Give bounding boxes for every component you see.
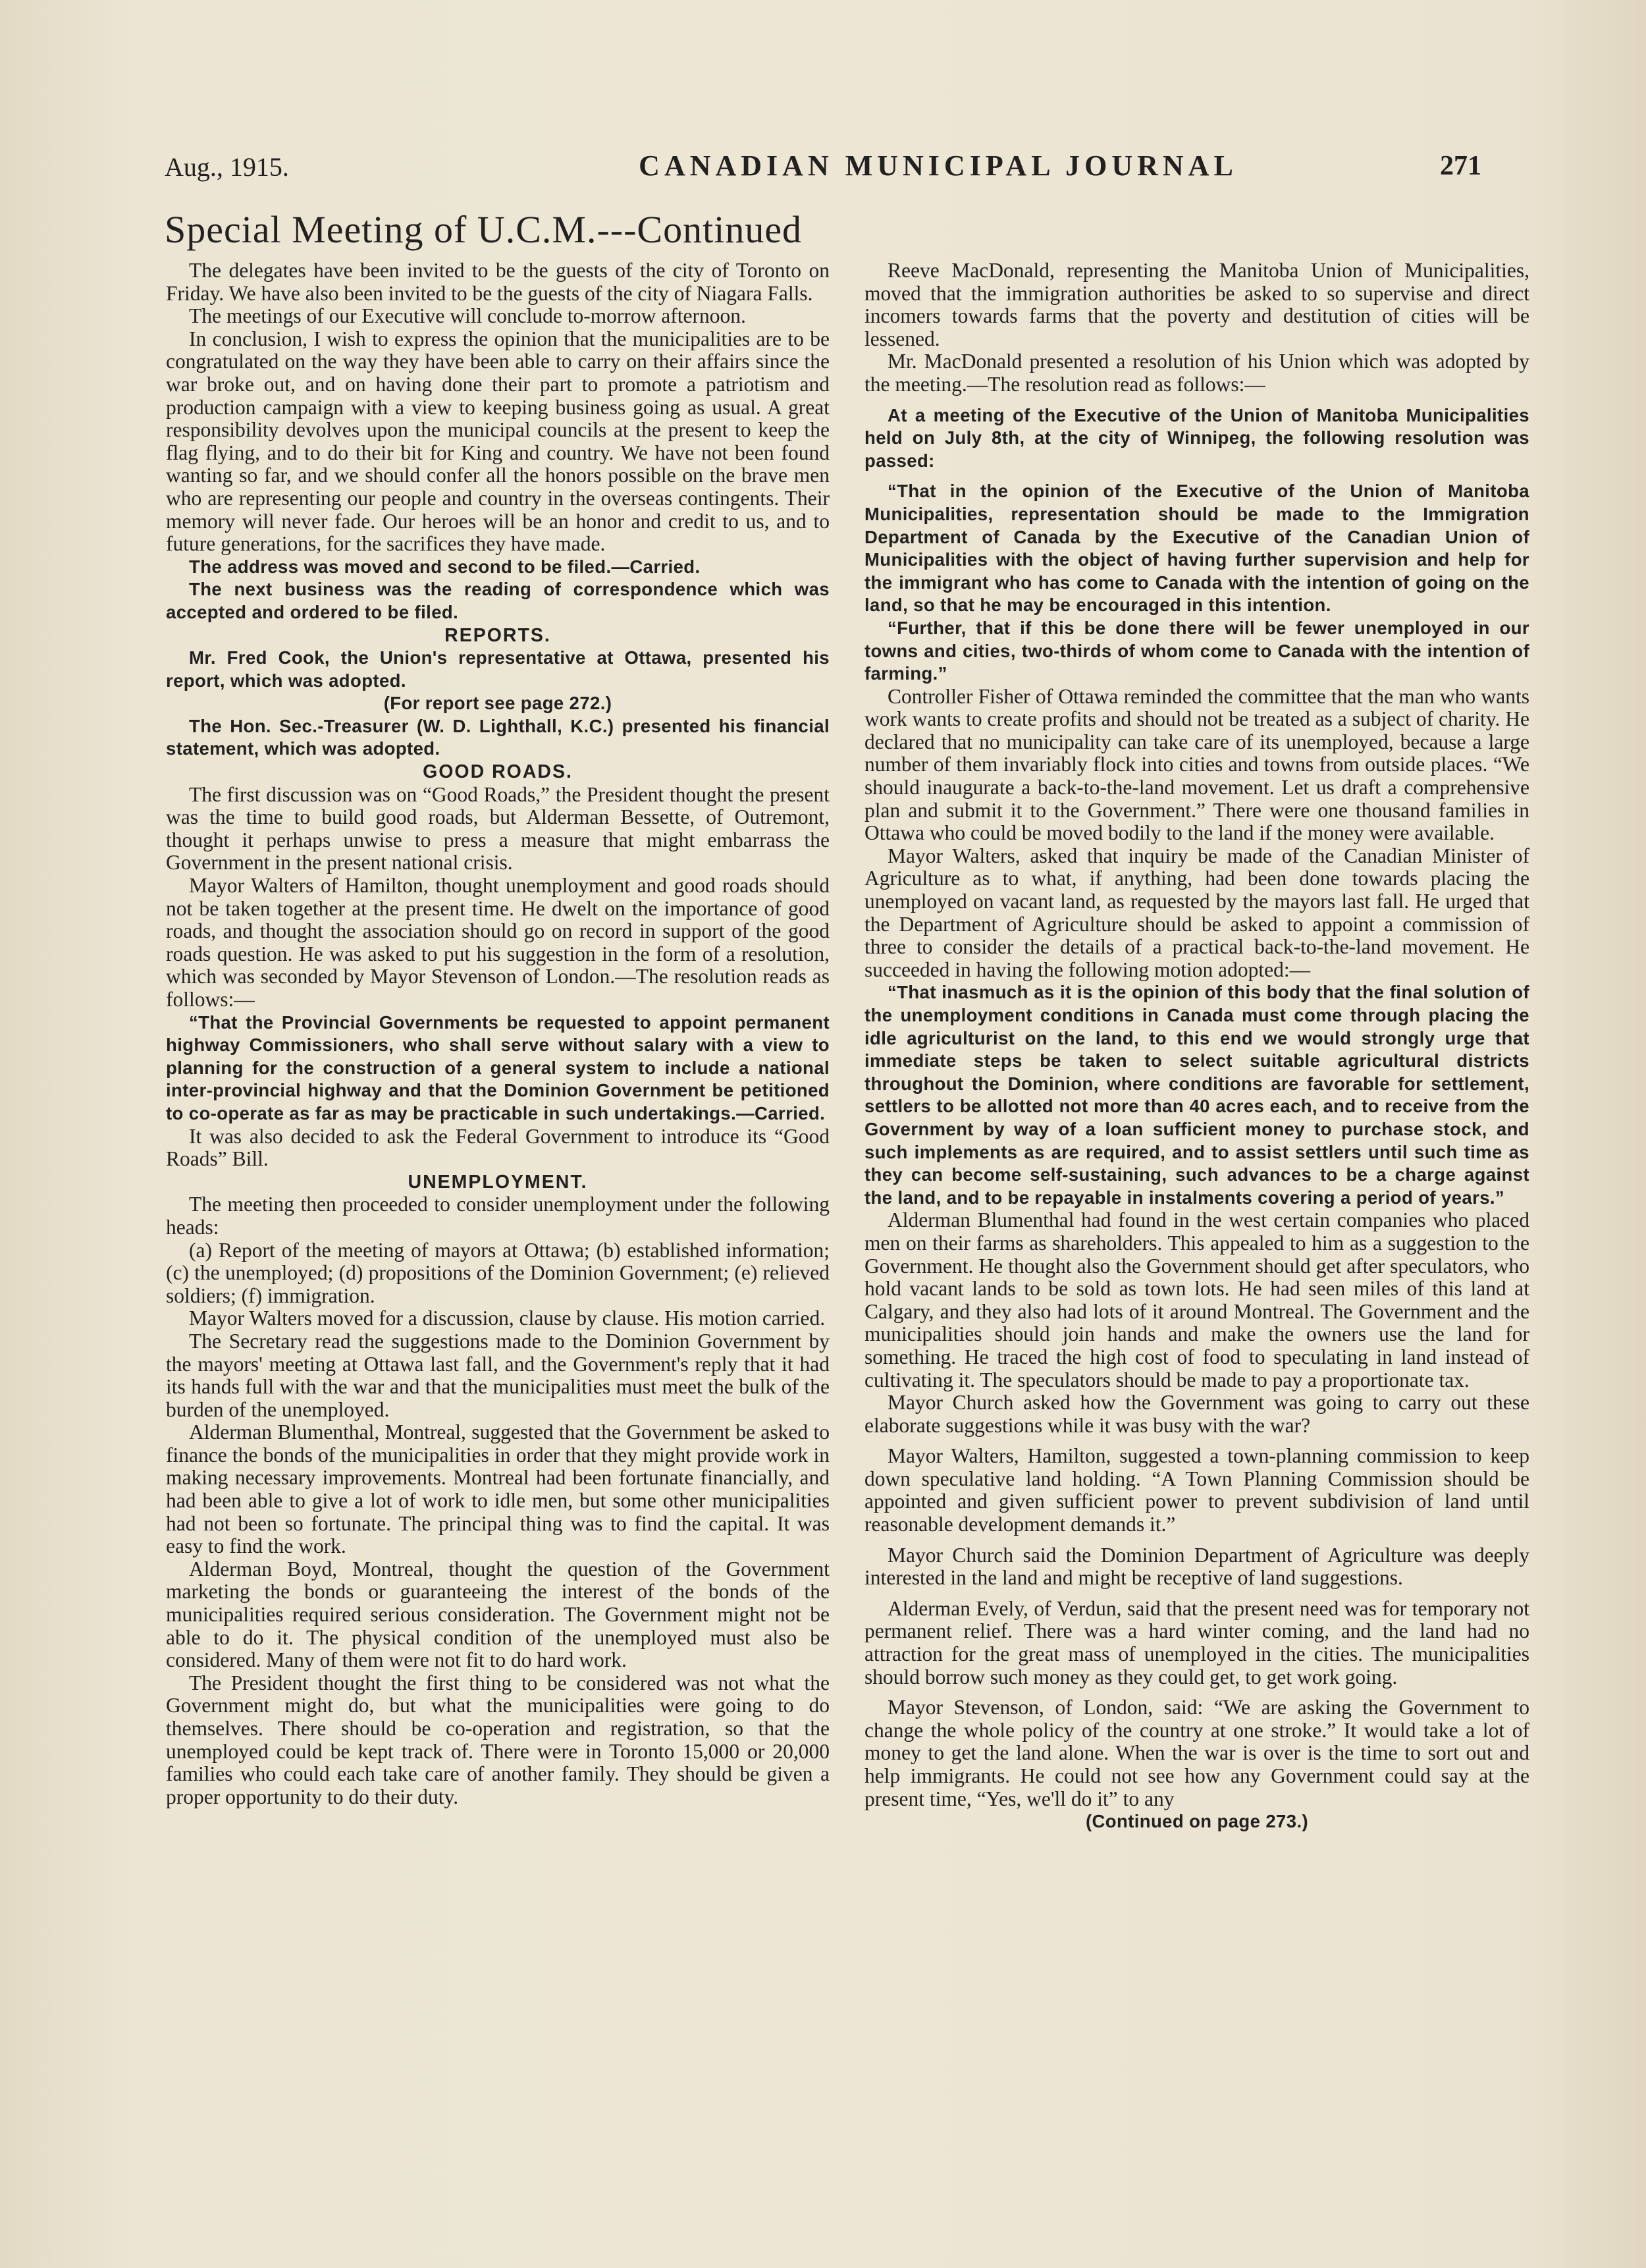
paragraph: Mayor Walters moved for a discussion, clause by clause. His motion carried. [189,1307,826,1330]
paragraph: (a) Report of the meeting of mayors at Ottawa; (b) established information; (c) the unemployed; (d) propositions of the Dominion Government; (e) relieved soldiers; (f) immigration. [166,1238,830,1307]
paragraph-bold: Mr. Fred Cook, the Union's representative at Ottawa, presented his report, which was adopted. [166,647,830,691]
paragraph: The meeting then proceeded to consider unemployment under the following heads: [166,1193,830,1239]
paragraph: The first discussion was on “Good Roads,” the President thought the present was the time to build good roads, but Alderman Bessette, of Outremont, thought it perhaps unwise to press a measure that might embarrass the Government in the present national crisis. [166,782,830,875]
resolution-text: “Further, that if this be done there will be fewer unemployed in our towns and cities, two-thirds of whom come to Canada with the intention of farming.” [864,617,1529,684]
paragraph: In conclusion, I wish to express the opinion that the municipalities are to be congratulated on the way they have been able to carry on their affairs since the war broke out, and on having done their part to promote a patriotism and production campaign with a view to keeping business going as usual. A great responsibility devolves upon the municipal councils at the present to keep the flag flying, and to do their bit for King and country. We have not been found wanting so far, and we should confer all the honors possible on the brave men who are representing our people and country in the overseas contingents. Their memory will never fade. Our heroes will be an honor and credit to us, and to future generations, for the sacrifices they have made. [166,327,830,556]
paragraph: Alderman Blumenthal, Montreal, suggested that the Government be asked to finance the bonds of the municipalities in order that they might provide work in making necessary improvements. Montreal had been fortunate financially, and had been able to give a lot of work to idle men, but some other municipalities had not been so fortunate. The principal thing was to find the capital. It was easy to find the work. [166,1420,830,1558]
resolution-text: “That in the opinion of the Executive of the Union of Manitoba Municipalities, representation should be made to the Immigration Department of Canada by the Executive of the Canadian Union of Municipalities with the object of having further supervision and help for the immigrant who has come to Canada with the intention of going on the land, so that he may be encouraged in this intention. [864,481,1529,616]
section-heading-reports: REPORTS. [444,624,551,646]
issue-date: Aug., 1915. [165,152,289,182]
page-number: 271 [1440,151,1481,181]
report-reference: (For report see page 272.) [383,693,612,714]
paragraph: Alderman Boyd, Montreal, thought the question of the Government marketing the bonds or guaranteeing the interest of the bonds of the municipalities required serious consideration. The Government might not be able to do it. The physical condition of the unemployed must also be considered. Many of them were not fit to do hard work. [166,1557,830,1672]
paragraph: Mayor Stevenson, of London, said: “We are asking the Government to change the whole policy of the country at one stroke.” It would take a lot of money to get the land alone. When the war is over is the time to sort out and help immigrants. He could not see how any Government could say at the present time, “Yes, we'll do it” to any [864,1696,1529,1810]
paragraph: The meetings of our Executive will conclude to-morrow afternoon. [189,304,746,328]
continued-notice: (Continued on page 273.) [1085,1811,1309,1832]
paragraph: It was also decided to ask the Federal Government to introduce its “Good Roads” Bill. [166,1124,830,1171]
paragraph: Alderman Evely, of Verdun, said that the present need was for temporary not permanent relief. There was a hard winter coming, and the land had no attraction for the great mass of unemployed in the cities. The municipalities should borrow such money as they could get, to get work going. [864,1596,1529,1688]
article-title: Special Meeting of U.C.M.---Continued [165,208,803,251]
paragraph-bold: The address was moved and second to be filed.—Carried. [189,556,701,577]
paragraph: Mayor Church said the Dominion Department of Agriculture was deeply interested in the land and might be receptive of land suggestions. [864,1543,1529,1590]
paragraph-bold: The Hon. Sec.-Treasurer (W. D. Lighthall, K.C.) presented his financial statement, which was adopted. [166,715,830,759]
paragraph: Mayor Walters of Hamilton, thought unemployment and good roads should not be taken together at the present time. He dwelt on the importance of good roads, and thought the association should go on record in support of the good roads question. He was asked to put his suggestion in the form of a resolution, which was seconded by Mayor Stevenson of London.—The resolution reads as follows:— [166,874,830,1011]
paragraph: Mayor Walters, Hamilton, suggested a town-planning commission to keep down speculative land holding. “A Town Planning Commission should be appointed and given sufficient power to prevent subdivision of land until reasonable development demands it.” [864,1444,1529,1536]
left-column [166,259,830,1808]
resolution-intro: At a meeting of the Executive of the Union of Manitoba Municipalities held on July 8th, at the city of Winnipeg, the following resolution was passed: [864,404,1529,471]
paragraph: Reeve MacDonald, representing the Manitoba Union of Municipalities, moved that the immigration authorities be asked to so supervise and direct incomers towards farms that the poverty and destitution of cities will be lessened. [864,259,1529,350]
paragraph: The Secretary read the suggestions made to the Dominion Government by the mayors' meeting at Ottawa last fall, and the Government's reply that it had its hands full with the war and that the municipalities must meet the bulk of the burden of the unemployed. [166,1329,830,1421]
paragraph: Mr. MacDonald presented a resolution of his Union which was adopted by the meeting.—The resolution read as follows:— [864,350,1529,396]
right-column [864,259,1529,1833]
section-heading-good-roads: GOOD ROADS. [423,761,573,783]
resolution-text: “That the Provincial Governments be requested to appoint permanent highway Commissioners, who shall serve without salary with a view to planning for the construction of a general system to include a national inter-provincial highway and that the Dominion Government be petitioned to co-operate as far as may be practicable in such undertakings.—Carried. [166,1012,830,1123]
journal-title: CANADIAN MUNICIPAL JOURNAL [639,149,1238,182]
section-heading-unemployment: UNEMPLOYMENT. [408,1171,588,1193]
paragraph: Mayor Church asked how the Government was going to carry out these elaborate suggestions while it was busy with the war? [864,1391,1529,1437]
paragraph: Mayor Walters, asked that inquiry be made of the Canadian Minister of Agriculture as to what, if anything, had been done towards placing the unemployed on vacant land, as requested by the mayors last fall. He urged that the Department of Agriculture should be asked to appoint a commission of three to consider the details of a practical back-to-the-land movement. He succeeded in having the following motion adopted:— [864,844,1529,981]
motion-text: “That inasmuch as it is the opinion of this body that the final solution of the unemployment conditions in Canada must come through placing the idle agriculturist on the land, to this end we would strongly urge that immediate steps be taken to select suitable agricultural districts throughout the Dominion, where conditions are favorable for settlement, settlers to be allotted not more than 40 acres each, and to receive from the Government by way of a loan sufficient money to purchase stock, and such implements as are required, and to assist settlers until such time as they can become self-sustaining, such advances to be a charge against the land, and to be repayable in instalments covering a period of years.” [864,982,1529,1208]
paragraph: The delegates have been invited to be the guests of the city of Toronto on Friday. We have also been invited to be the guests of the city of Niagara Falls. [166,259,830,305]
paragraph: Controller Fisher of Ottawa reminded the committee that the man who wants work wants to create profits and should not be treated as a subject of charity. He declared that no municipality can take care of its unemployed, because a large number of them invariably flock into cities and towns from outside places. “We should inaugurate a back-to-the-land movement. Let us draft a comprehensive plan and submit it to the Government.” There were one thousand families in Ottawa who could be moved bodily to the land if the money were available. [864,684,1529,845]
paragraph: The President thought the first thing to be considered was not what the Government might do, but what the municipalities were going to do themselves. There should be co-operation and registration, so that the unemployed could be kept track of. There were in Toronto 15,000 or 20,000 families who could each take care of another family. They should be given a proper opportunity to do their duty. [166,1671,830,1808]
paragraph: Alderman Blumenthal had found in the west certain companies who placed men on their farms as shareholders. This appealed to him as a suggestion to the Government. He thought also the Government should get after speculators, who hold vacant lands to be sold as town lots. He had seen miles of this land at Calgary, and they also had lots of it around Montreal. The Government and the municipalities should join hands and make the owners use the land for something. He traced the high cost of food to speculating in land instead of cultivating it. The speculators should be made to pay a proportionate tax. [864,1208,1529,1391]
running-header [165,146,1481,192]
paragraph-bold: The next business was the reading of correspondence which was accepted and ordered to be filed. [166,579,830,622]
